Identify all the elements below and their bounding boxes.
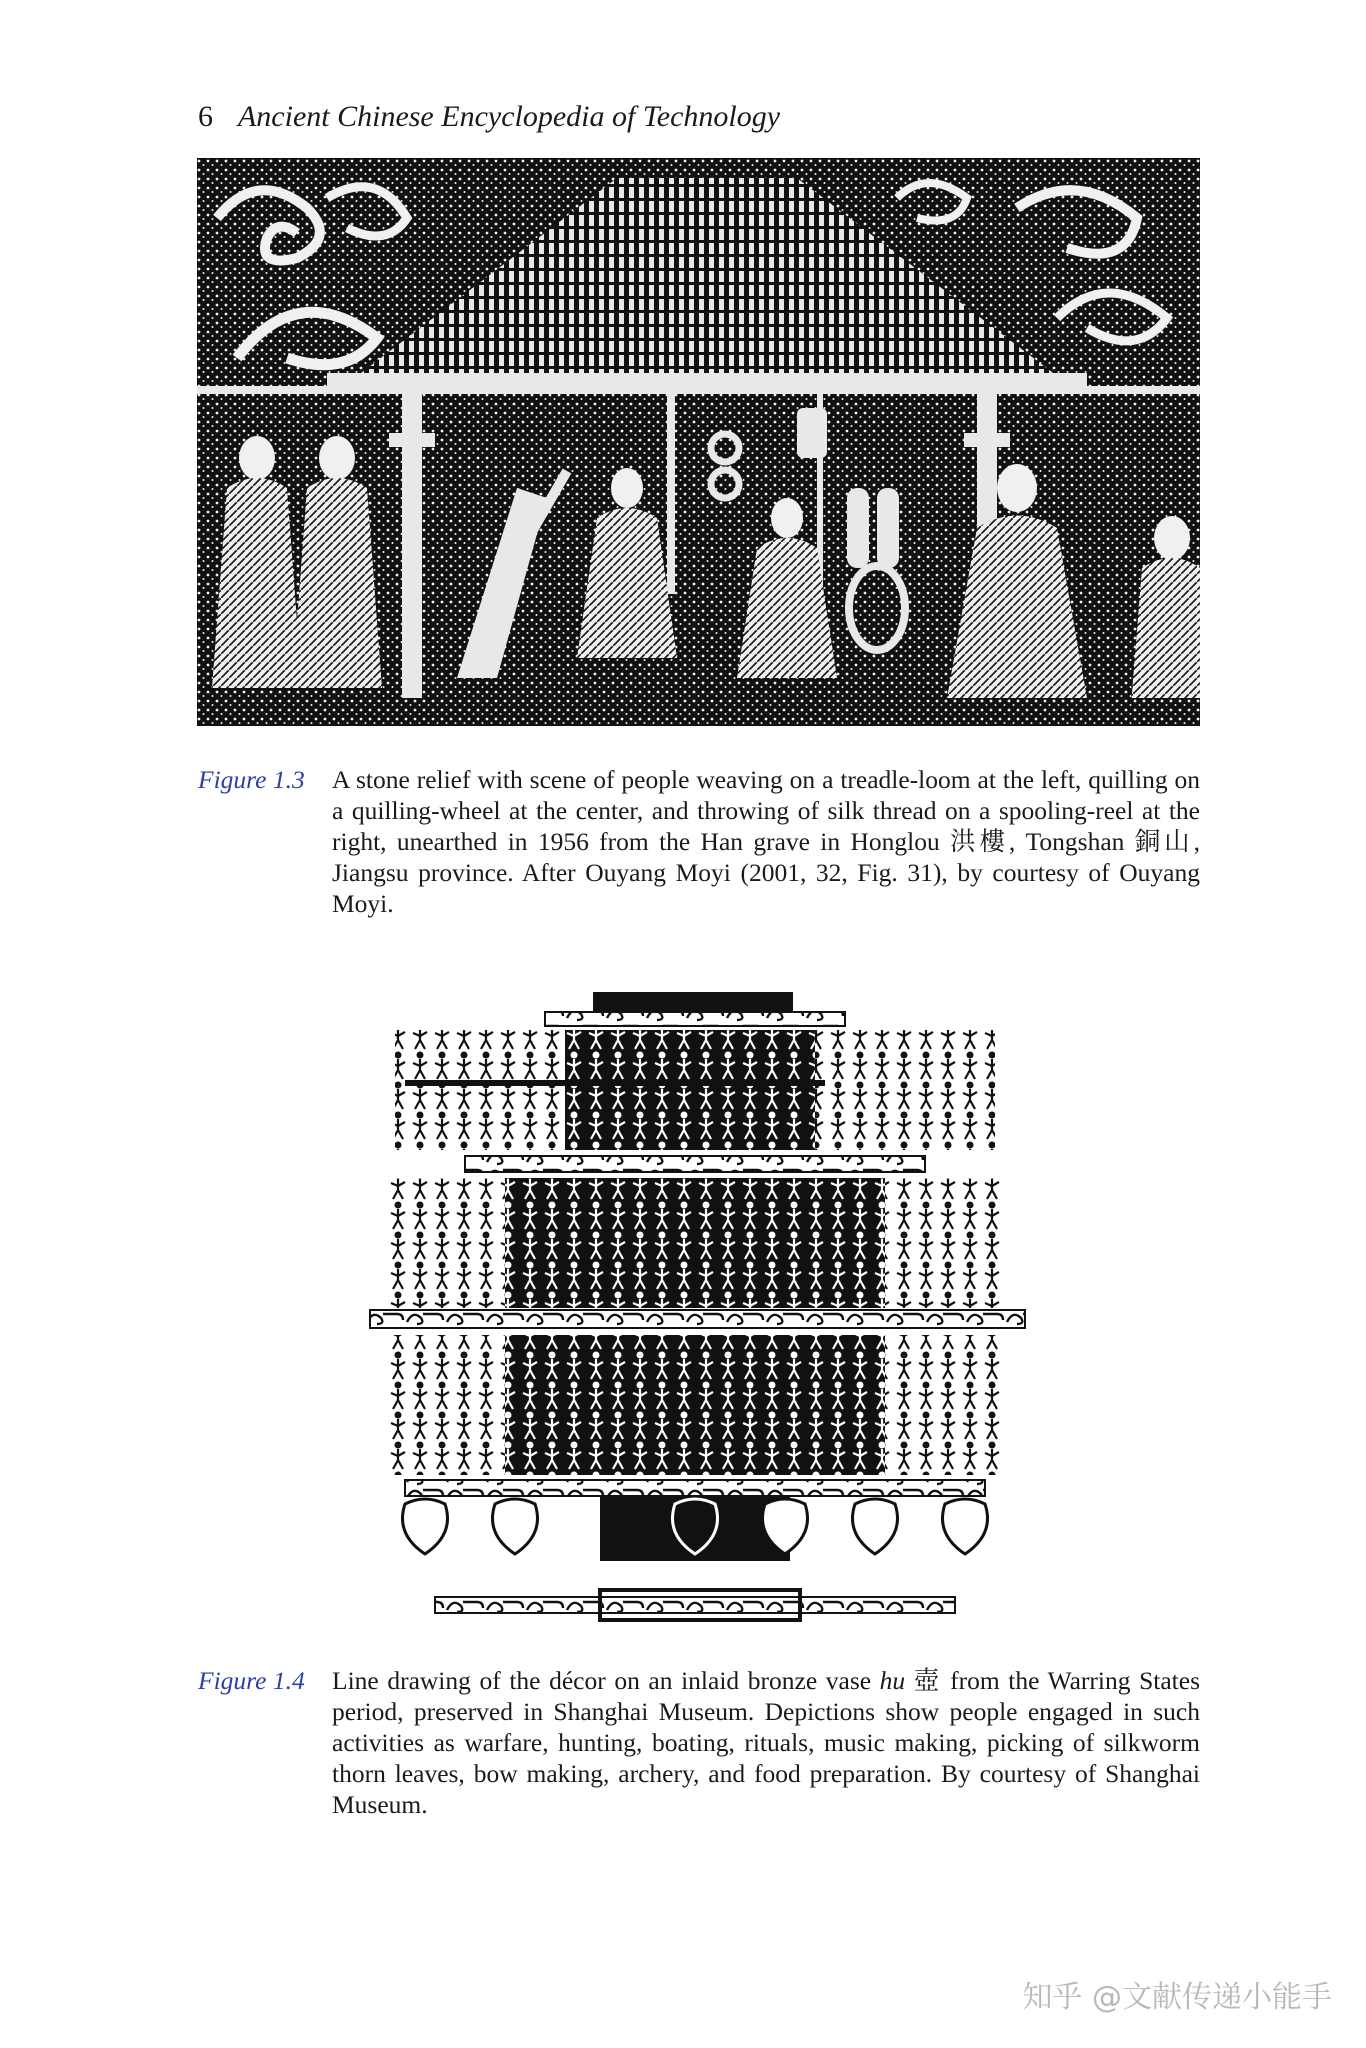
- figure-1-3-relief-image: [197, 158, 1200, 726]
- caption-text-after: 壺 from the Warring States period, preserved in Shanghai Museum. Depictions show people engaged in such activities as warfare, hunting, boating, rituals, music making, picking of silkworm thorn leaves, bow making, archery, and food preparation. By courtesy of Shanghai Museum.: [332, 1666, 1200, 1819]
- running-header: [198, 100, 780, 134]
- figure-1-4-label: Figure 1.4: [198, 1666, 305, 1695]
- watermark: 知乎 @文献传递小能手: [1022, 1980, 1332, 2015]
- figure-1-3-caption-text: A stone relief with scene of people weaving on a treadle-loom at the left, quilling on a quilling-wheel at the center, and throwing of silk thread on a spooling-reel at the right, unearthed in 1956 from the Han grave in Honglou 洪樓, Tongshan 銅山, Jiangsu province. After Ouyang Moyi (2001, 32, Fig. 31), by courtesy of Ouyang Moyi.: [332, 765, 1200, 918]
- page-number: 6: [198, 100, 213, 133]
- running-title: Ancient Chinese Encyclopedia of Technology: [237, 100, 781, 133]
- figure-1-4-caption: [198, 1665, 1200, 1820]
- figure-1-4-vase-drawing: [365, 990, 1030, 1635]
- figure-1-4-caption-text: [332, 1665, 1200, 1820]
- caption-text-before: Line drawing of the décor on an inlaid bronze vase: [332, 1666, 880, 1695]
- caption-term-hu: hu: [879, 1666, 906, 1695]
- figure-1-3-label: Figure 1.3: [198, 765, 305, 794]
- figure-1-3-caption: [198, 764, 1200, 919]
